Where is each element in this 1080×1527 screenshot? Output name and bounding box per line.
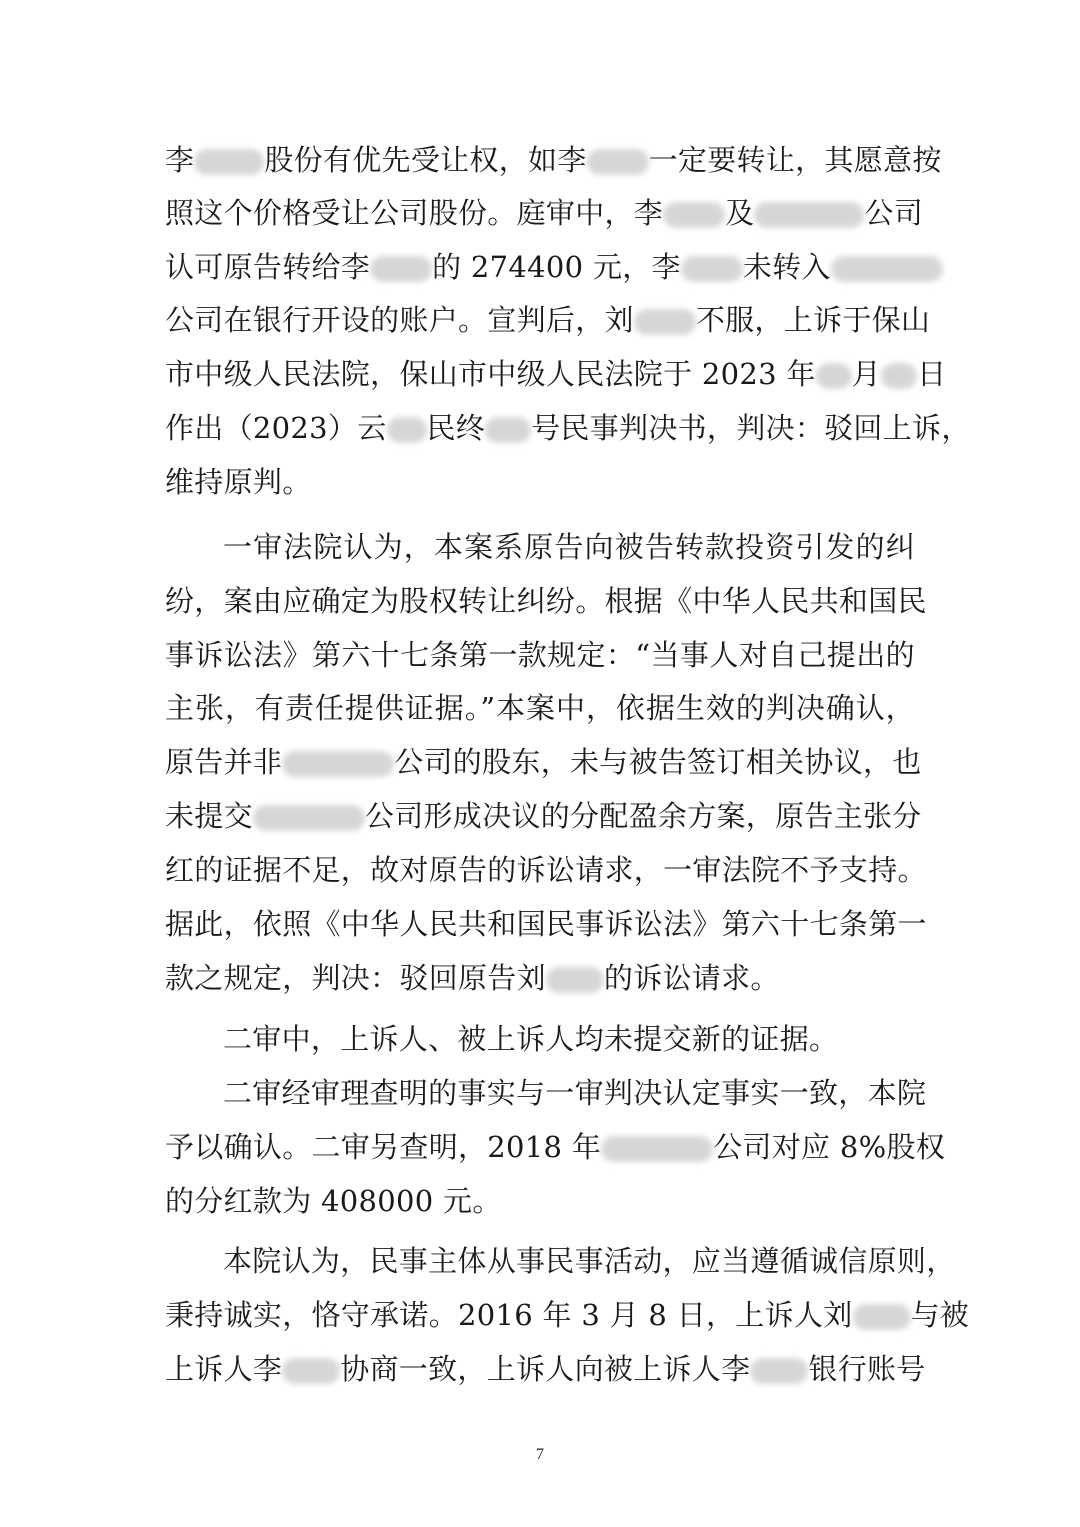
text-line	[165, 300, 931, 340]
redaction-mark	[831, 256, 943, 282]
redaction-mark	[282, 751, 394, 777]
text-line	[223, 527, 915, 567]
text-line	[165, 140, 942, 180]
text-segment: 公司形成决议的分配盈余方案，原告主张分	[364, 799, 922, 833]
text-segment: 照这个价格受让公司股份。庭审中，李	[165, 196, 664, 230]
text-segment: 不服，上诉于保山	[695, 303, 931, 337]
text-line	[165, 688, 915, 728]
text-segment: 上诉人李	[165, 1352, 283, 1386]
text-line	[165, 193, 924, 233]
text-line	[165, 904, 927, 944]
text-line	[165, 635, 915, 675]
text-segment: 原告并非	[165, 745, 283, 779]
text-segment: 主张，有责任提供证据。”本案中，依据生效的判决确认，	[165, 691, 915, 725]
redaction-mark	[634, 309, 696, 335]
text-line	[165, 850, 927, 890]
page-number: 7	[536, 1446, 544, 1463]
text-line	[165, 247, 915, 287]
text-segment: 及	[725, 196, 755, 230]
text-segment: 未转入	[742, 250, 831, 284]
text-segment: 据此，依照《中华人民共和国民事诉讼法》第六十七条第一	[165, 907, 927, 941]
text-segment: 一审法院认为，本案系原告向被告转款投资引发的纠	[223, 530, 915, 564]
text-segment: 纷，案由应确定为股权转让纠纷。根据《中华人民共和国民	[165, 584, 927, 618]
text-line	[165, 1295, 970, 1335]
text-segment: 日	[917, 357, 947, 391]
text-line	[165, 408, 971, 448]
text-segment: 认可原告转给李	[165, 250, 371, 284]
text-segment: 二审中，上诉人、被上诉人均未提交新的证据。	[223, 1022, 839, 1056]
text-line	[165, 581, 927, 621]
text-line	[165, 354, 947, 394]
text-segment: 协商一致，上诉人向被上诉人李	[340, 1352, 751, 1386]
text-segment: 民终	[426, 411, 486, 445]
text-segment: 作出（2023）云	[165, 411, 387, 445]
text-segment: 秉持诚实，恪守承诺。2016 年 3 月 8 日，上诉人刘	[165, 1298, 853, 1332]
text-segment: 事诉讼法》第六十七条第一款规定：“当事人对自己提出的	[165, 638, 915, 672]
text-segment: 月	[851, 357, 882, 391]
text-line	[165, 958, 915, 998]
redaction-mark	[282, 1358, 340, 1384]
text-line	[165, 1349, 926, 1389]
text-line	[223, 1019, 915, 1059]
text-segment: 公司在银行开设的账户。宣判后，刘	[165, 303, 634, 337]
redaction-mark	[370, 256, 432, 282]
text-segment: 二审经审理查明的事实与一审判决认定事实一致，本院	[223, 1076, 927, 1110]
redaction-mark	[546, 967, 604, 993]
redaction-mark	[485, 417, 531, 443]
text-segment: 予以确认。二审另查明，2018 年	[165, 1130, 602, 1164]
text-segment: 号民事判决书，判决：驳回上诉，	[531, 411, 971, 445]
redaction-mark	[681, 256, 743, 282]
redaction-mark	[853, 1304, 911, 1330]
text-line	[165, 1181, 915, 1221]
text-segment: 市中级人民法院，保山市中级人民法院于 2023 年	[165, 357, 816, 391]
text-segment: 股份有优先受让权，如李	[264, 143, 587, 177]
text-line	[165, 796, 922, 836]
redaction-mark	[750, 1358, 808, 1384]
redaction-mark	[587, 149, 649, 175]
text-segment: 的诉讼请求。	[603, 961, 780, 995]
text-segment: 款之规定，判决：驳回原告刘	[165, 961, 546, 995]
text-segment: 未提交	[165, 799, 253, 833]
redaction-mark	[816, 363, 852, 389]
redaction-mark	[663, 202, 725, 228]
text-segment: 一定要转让，其愿意按	[648, 143, 942, 177]
text-segment: 的分红款为 408000 元。	[165, 1184, 502, 1218]
text-segment: 本院认为，民事主体从事民事活动，应当遵循诚信原则，	[223, 1244, 956, 1278]
text-segment: 的 274400 元，李	[432, 250, 681, 284]
text-segment: 公司的股东，未与被告签订相关协议，也	[394, 745, 922, 779]
text-line	[223, 1241, 956, 1281]
redaction-mark	[253, 805, 365, 831]
text-segment: 红的证据不足，故对原告的诉讼请求，一审法院不予支持。	[165, 853, 927, 887]
text-segment: 公司	[864, 196, 924, 230]
text-segment: 与被	[910, 1298, 970, 1332]
text-segment: 公司对应 8%股权	[713, 1130, 946, 1164]
redaction-mark	[601, 1136, 713, 1162]
text-line	[165, 742, 922, 782]
redaction-mark	[754, 202, 864, 228]
redaction-mark	[881, 363, 917, 389]
text-line	[165, 1127, 946, 1167]
redaction-mark	[194, 149, 264, 175]
text-line	[165, 462, 915, 502]
text-line	[223, 1073, 927, 1113]
redaction-mark	[387, 417, 427, 443]
text-segment: 李	[165, 143, 195, 177]
text-segment: 银行账号	[808, 1352, 926, 1386]
text-segment: 维持原判。	[165, 465, 312, 499]
